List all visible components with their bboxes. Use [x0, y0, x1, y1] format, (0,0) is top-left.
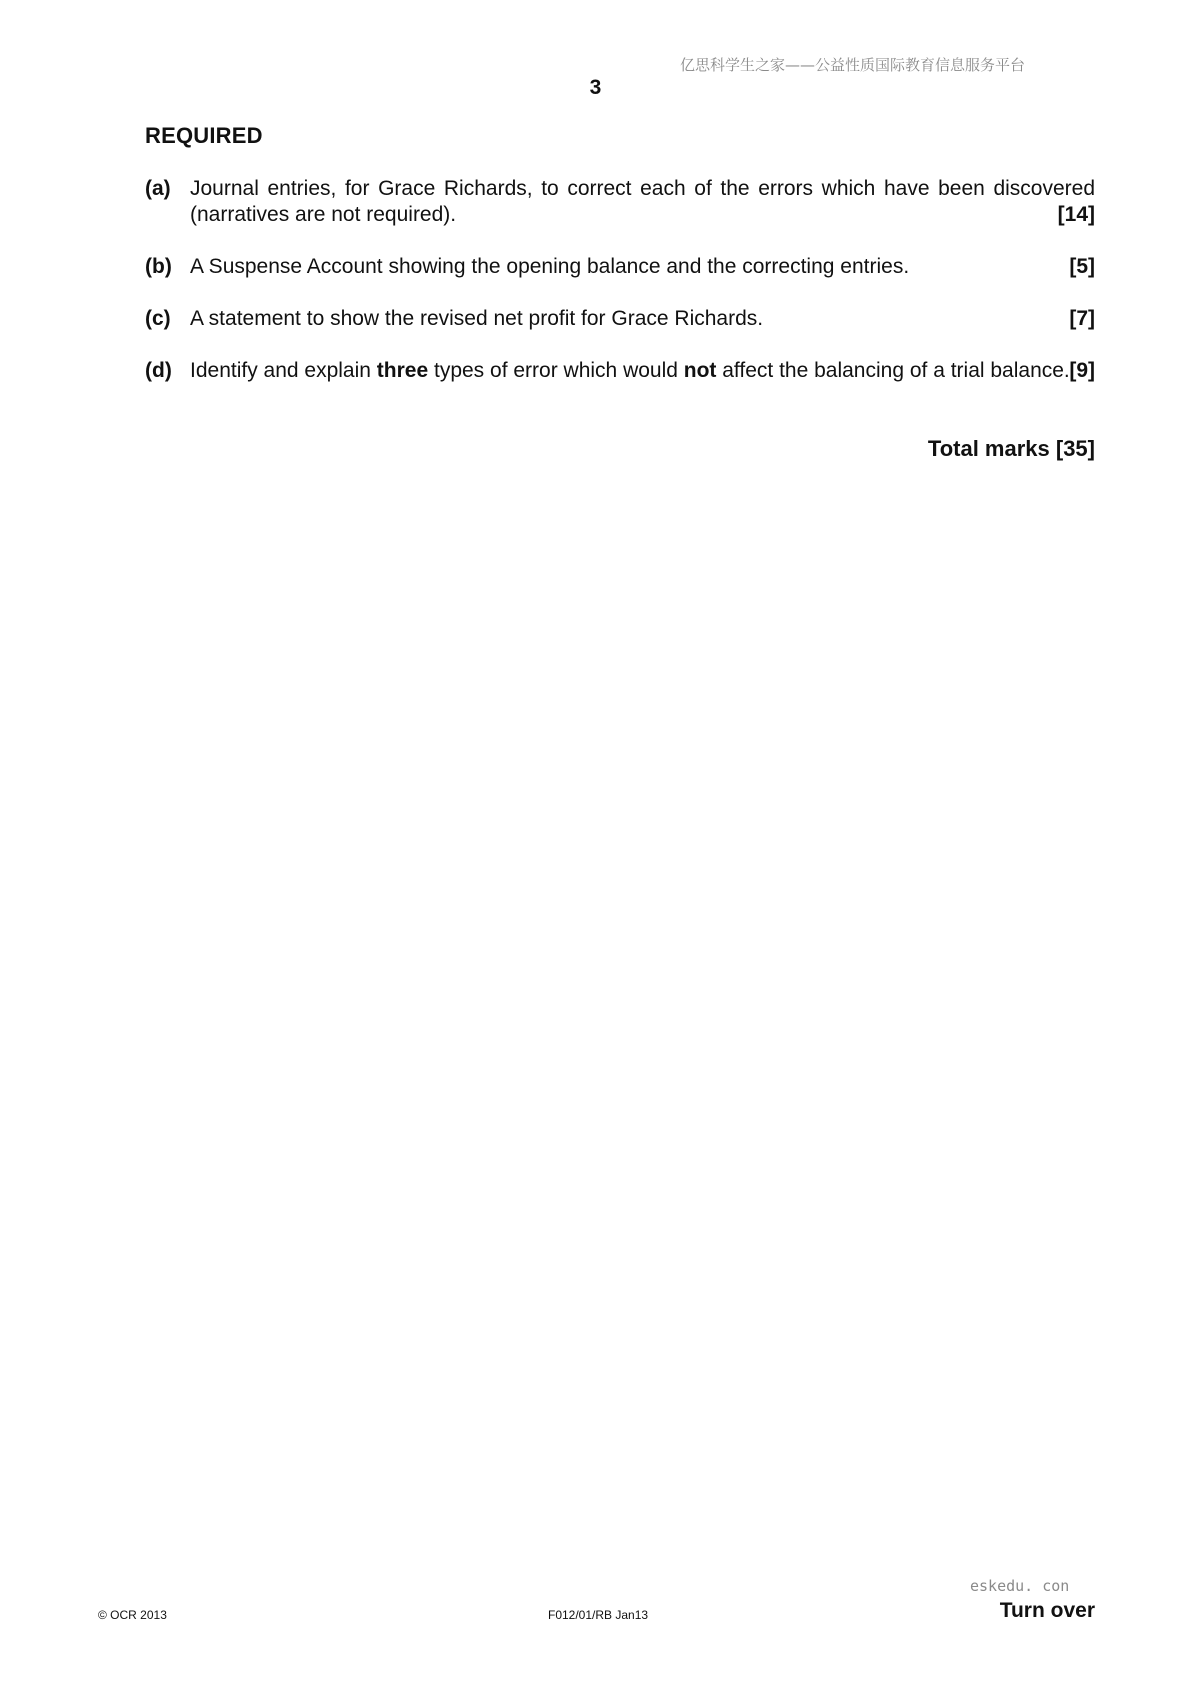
- question-body: [190, 176, 1095, 228]
- footer-copyright: © OCR 2013: [98, 1608, 167, 1622]
- question-c: [145, 306, 1095, 332]
- page-number: 3: [589, 76, 602, 99]
- question-marks: [9]: [1069, 359, 1095, 382]
- question-b: [145, 254, 1095, 280]
- question-marks: [14]: [1057, 203, 1095, 226]
- question-label: (a): [145, 177, 171, 200]
- watermark-bottom: eskedu. con: [970, 1577, 1070, 1595]
- question-d: [145, 358, 1095, 384]
- question-body: [190, 306, 1095, 332]
- question-body: [190, 254, 1095, 280]
- footer-turn-over: Turn over: [999, 1599, 1095, 1622]
- question-label: (d): [145, 359, 172, 382]
- question-text-part: types of error which would: [428, 359, 684, 382]
- required-heading: REQUIRED: [145, 123, 263, 148]
- question-text-part: affect the balancing of a trial balance.: [716, 359, 1070, 382]
- emphasis-three: three: [376, 359, 429, 382]
- question-text-part: Identify and explain: [190, 359, 377, 382]
- watermark-top: 亿思科学生之家——公益性质国际教育信息服务平台: [680, 56, 1026, 74]
- question-marks: [5]: [1069, 255, 1095, 278]
- question-label: (b): [145, 255, 172, 278]
- question-a: [145, 176, 1095, 228]
- question-marks: [7]: [1069, 307, 1095, 330]
- total-marks: Total marks [35]: [927, 436, 1095, 461]
- footer-paper-code: F012/01/RB Jan13: [548, 1608, 649, 1622]
- question-text: [190, 358, 1095, 384]
- emphasis-not: not: [683, 359, 717, 382]
- question-text: A Suspense Account showing the opening balance and the correcting entries.: [190, 255, 910, 278]
- question-text: Journal entries, for Grace Richards, to correct each of the errors which have been discovered (narratives are not required).: [190, 177, 1095, 226]
- question-label: (c): [145, 307, 171, 330]
- question-text: A statement to show the revised net profit for Grace Richards.: [190, 307, 764, 330]
- question-body: [190, 358, 1095, 384]
